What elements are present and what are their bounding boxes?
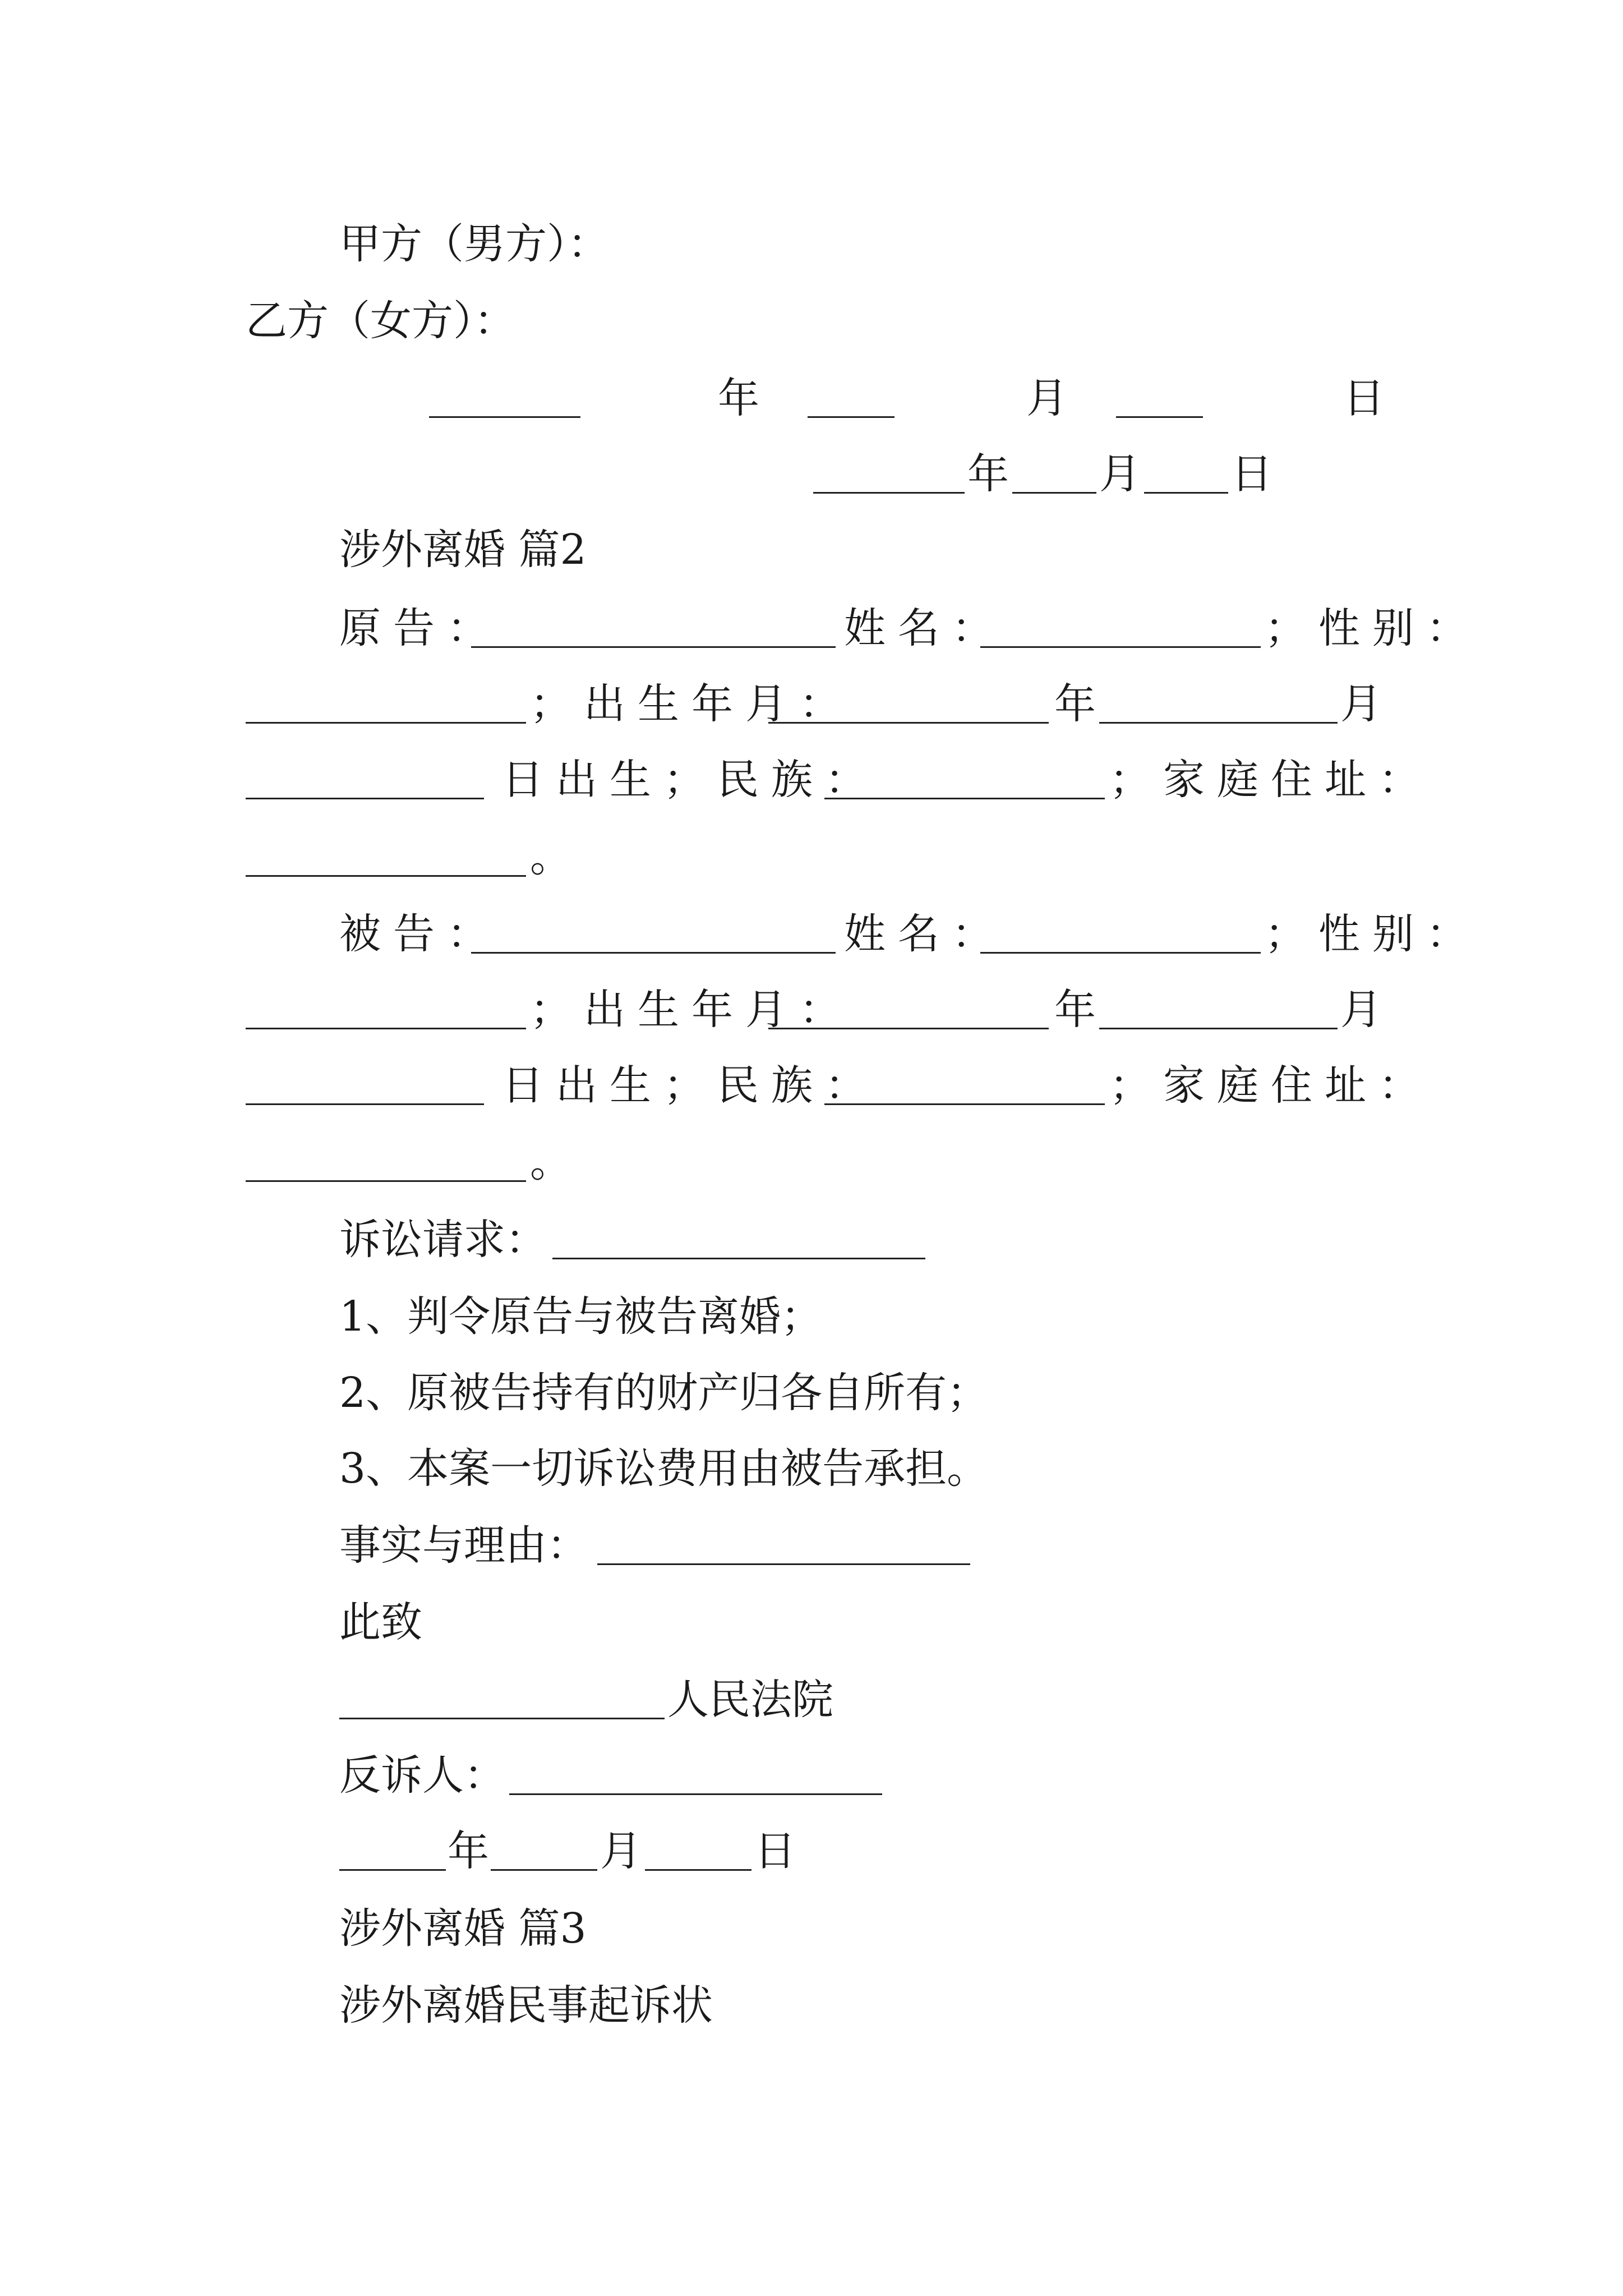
closing-text: 此致 xyxy=(339,1598,422,1646)
plaintiff-gender-label: ；性别： xyxy=(1265,604,1480,652)
counter-blank[interactable] xyxy=(509,1759,882,1795)
year-text: 年 xyxy=(718,374,759,422)
blank-month[interactable] xyxy=(491,1834,597,1871)
defendant-address-label: ；家庭住址： xyxy=(1109,1061,1432,1110)
defendant-day-blank[interactable] xyxy=(246,1069,484,1105)
blank-day[interactable] xyxy=(1116,381,1203,418)
day-text: 日 xyxy=(754,1827,796,1875)
blank-year[interactable] xyxy=(429,381,580,418)
plaintiff-address-blank[interactable] xyxy=(246,840,526,877)
defendant-month-text: 月 xyxy=(1340,986,1382,1034)
plaintiff-name-blank[interactable] xyxy=(980,611,1261,648)
party-a-label: 甲方（男方）： xyxy=(339,220,609,268)
plaintiff-label: 原告： xyxy=(339,604,501,652)
defendant-label: 被告： xyxy=(339,910,501,958)
plaintiff-name-label: 姓名： xyxy=(844,604,1006,652)
facts-label: 事实与理由： xyxy=(339,1521,588,1570)
defendant-address-blank[interactable] xyxy=(246,1145,526,1182)
plaintiff-month-text: 月 xyxy=(1340,680,1382,728)
blank-month[interactable] xyxy=(1012,457,1096,494)
defendant-born-label: 日出生；民族： xyxy=(502,1061,879,1110)
section-3-subheading: 涉外离婚民事起诉状 xyxy=(339,1981,713,2030)
day-text: 日 xyxy=(1231,450,1272,498)
defendant-gender-blank[interactable] xyxy=(246,993,526,1029)
claim-item: 1、判令原告与被告离婚； xyxy=(339,1292,823,1341)
section-3-heading: 涉外离婚 篇3 xyxy=(339,1904,587,1953)
facts-blank[interactable] xyxy=(597,1529,970,1565)
defendant-year-text: 年 xyxy=(1054,986,1096,1034)
claims-blank[interactable] xyxy=(552,1223,925,1259)
month-text: 月 xyxy=(1026,374,1068,422)
month-text: 月 xyxy=(1099,450,1141,498)
claims-label: 诉讼请求： xyxy=(339,1216,547,1264)
day-text: 日 xyxy=(1343,374,1385,422)
plaintiff-day-blank[interactable] xyxy=(246,763,484,799)
blank-year[interactable] xyxy=(339,1834,446,1871)
defendant-ethnicity-blank[interactable] xyxy=(824,1069,1105,1105)
plaintiff-address-label: ；家庭住址： xyxy=(1109,756,1432,804)
year-text: 年 xyxy=(967,450,1009,498)
plaintiff-blank[interactable] xyxy=(471,611,836,648)
party-b-label: 乙方（女方）： xyxy=(246,297,515,345)
defendant-birth-label: ；出生年月： xyxy=(530,986,853,1034)
year-text: 年 xyxy=(448,1827,489,1875)
blank-day[interactable] xyxy=(645,1834,751,1871)
defendant-month-blank[interactable] xyxy=(1099,993,1338,1029)
court-suffix: 人民法院 xyxy=(667,1676,833,1724)
defendant-end-mark: 。 xyxy=(530,1138,571,1186)
plaintiff-birth-label: ；出生年月： xyxy=(530,680,853,728)
plaintiff-gender-blank[interactable] xyxy=(246,687,526,724)
claim-item: 3、本案一切诉讼费用由被告承担。 xyxy=(339,1444,989,1493)
plaintiff-year-blank[interactable] xyxy=(768,687,1049,724)
claim-item: 2、原被告持有的财产归各自所有； xyxy=(339,1369,989,1417)
blank-month[interactable] xyxy=(808,381,895,418)
court-blank[interactable] xyxy=(339,1683,665,1719)
month-text: 月 xyxy=(600,1827,642,1875)
defendant-gender-label: ；性别： xyxy=(1265,910,1480,958)
blank-day[interactable] xyxy=(1144,457,1228,494)
plaintiff-end-mark: 。 xyxy=(530,833,571,881)
counter-label: 反诉人： xyxy=(339,1751,505,1800)
plaintiff-year-text: 年 xyxy=(1054,680,1096,728)
defendant-name-label: 姓名： xyxy=(844,910,1006,958)
defendant-name-blank[interactable] xyxy=(980,917,1261,954)
defendant-blank[interactable] xyxy=(471,917,836,954)
plaintiff-month-blank[interactable] xyxy=(1099,687,1338,724)
defendant-year-blank[interactable] xyxy=(768,993,1049,1029)
blank-year[interactable] xyxy=(813,457,965,494)
section-2-heading: 涉外离婚 篇2 xyxy=(339,526,587,574)
plaintiff-born-label: 日出生；民族： xyxy=(502,756,879,804)
plaintiff-ethnicity-blank[interactable] xyxy=(824,763,1105,799)
